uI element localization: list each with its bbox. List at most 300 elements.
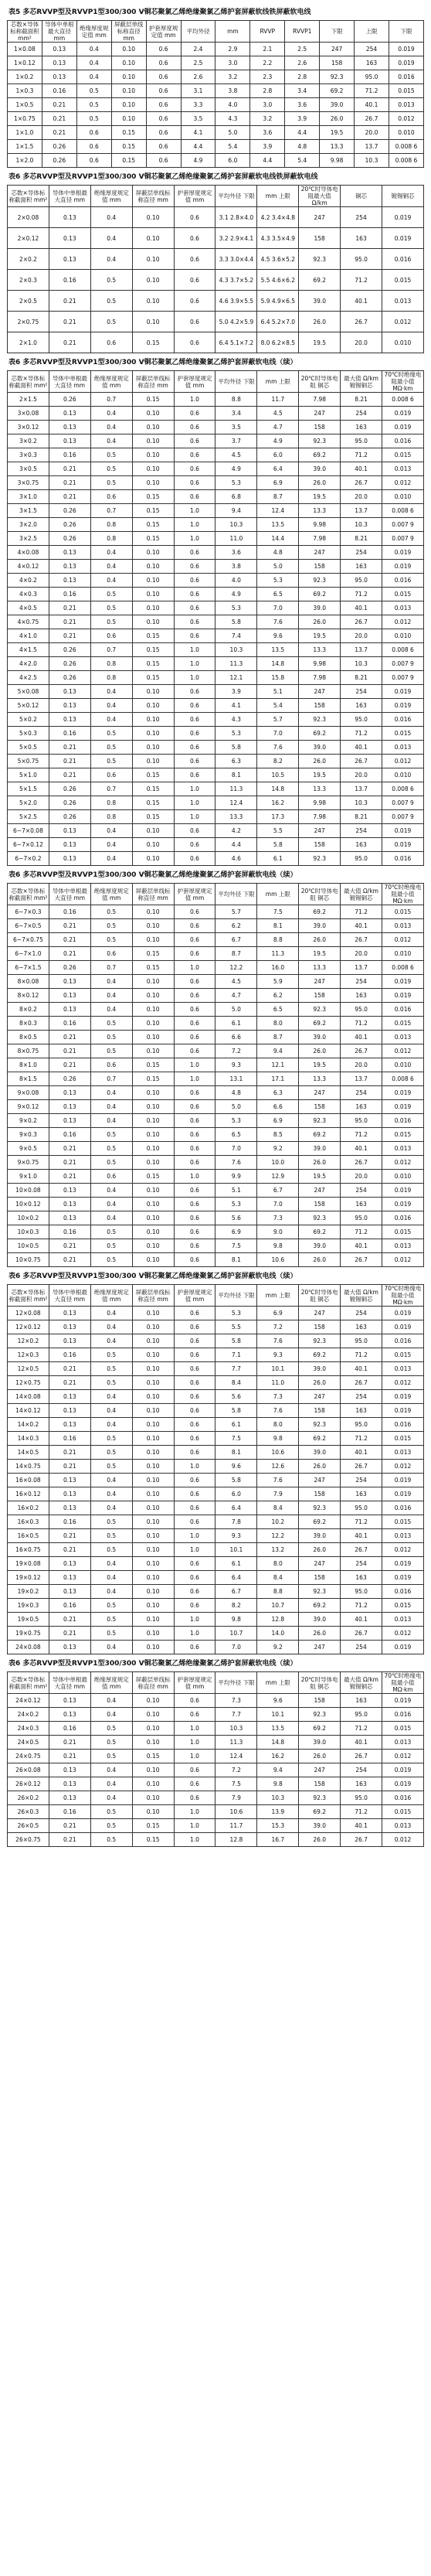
- table-cell: 3×0.12: [8, 421, 49, 434]
- table-cell: 0.6: [76, 140, 111, 154]
- table-cell: 7.98: [299, 671, 341, 685]
- table-row: [8, 1086, 424, 1100]
- table-cell: 0.13: [49, 1307, 90, 1320]
- table-cell: 0.5: [90, 312, 132, 332]
- table-cell: 4.9: [216, 588, 257, 601]
- table-cell: 0.5: [90, 270, 132, 291]
- table-cell: 0.013: [382, 291, 424, 312]
- table-cell: 92.3: [299, 713, 341, 727]
- table-cell: 0.10: [132, 699, 174, 713]
- table-cell: 0.6: [90, 1170, 132, 1184]
- table-cell: 71.2: [341, 1722, 382, 1736]
- table-cell: 0.016: [382, 1211, 424, 1225]
- table-cell: 0.13: [49, 1694, 90, 1708]
- table-cell: 0.7: [90, 504, 132, 518]
- table-cell: 2.8: [250, 84, 285, 98]
- table-cell: 26.0: [299, 615, 341, 629]
- table-row: [8, 768, 424, 782]
- table-cell: 2.1: [250, 43, 285, 56]
- table-row: [8, 43, 424, 56]
- table-cell: 5×0.2: [8, 713, 49, 727]
- spec-table: [7, 185, 424, 353]
- table-row: [8, 989, 424, 1003]
- table-cell: 0.019: [389, 56, 423, 70]
- table-cell: 14.8: [257, 782, 299, 796]
- table-cell: 2.3: [250, 70, 285, 84]
- table-cell: 1.0: [174, 1736, 216, 1750]
- table-cell: 0.016: [382, 1418, 424, 1432]
- table-cell: 0.6: [90, 947, 132, 961]
- table-cell: 0.13: [49, 1086, 90, 1100]
- table-cell: 0.6: [174, 1376, 216, 1390]
- column-header: 绝缘厚度规定值 mm: [90, 371, 132, 393]
- table-cell: 0.26: [49, 657, 90, 671]
- table-row: [8, 1031, 424, 1044]
- column-header: 屏蔽层单线标称直径 mm: [132, 1672, 174, 1694]
- table-cell: 0.019: [382, 1694, 424, 1708]
- table-cell: 0.012: [382, 1833, 424, 1847]
- table-cell: 13.7: [341, 961, 382, 975]
- column-header: 芯数×导体标称截面积 mm²: [8, 21, 42, 43]
- table-cell: 5.6: [216, 1390, 257, 1404]
- table-row: [8, 207, 424, 228]
- table-cell: 0.013: [382, 1613, 424, 1627]
- table-cell: 1.0: [174, 1627, 216, 1641]
- table-cell: 3.9: [216, 685, 257, 699]
- table-cell: 0.6: [174, 1446, 216, 1460]
- table-cell: 95.0: [341, 852, 382, 866]
- table-cell: 163: [341, 1694, 382, 1708]
- table-cell: 254: [341, 824, 382, 838]
- table-cell: 0.15: [132, 810, 174, 824]
- table-cell: 0.6: [174, 615, 216, 629]
- table-cell: 0.15: [132, 643, 174, 657]
- table-cell: 0.10: [132, 1128, 174, 1142]
- table-cell: 0.007 9: [382, 657, 424, 671]
- table-cell: 0.10: [132, 1239, 174, 1253]
- table-row: [8, 1334, 424, 1348]
- table-cell: 0.4: [90, 989, 132, 1003]
- table-row: [8, 1627, 424, 1641]
- table-cell: 0.6: [174, 1184, 216, 1198]
- table-cell: 0.26: [49, 393, 90, 407]
- table-cell: 0.16: [49, 448, 90, 462]
- table-cell: 20.0: [341, 629, 382, 643]
- table-cell: 0.10: [132, 741, 174, 755]
- column-header: 屏蔽层单线标称直径 mm: [132, 186, 174, 207]
- table-cell: 26.7: [341, 755, 382, 768]
- table-row: [8, 532, 424, 546]
- table-cell: 5.1: [257, 685, 299, 699]
- table-cell: 5×2.5: [8, 810, 49, 824]
- table-cell: 0.15: [132, 1058, 174, 1072]
- table-cell: 4.5 3.6×5.2: [257, 249, 299, 270]
- table-cell: 7.6: [257, 1474, 299, 1487]
- table-cell: 92.3: [299, 1211, 341, 1225]
- table-cell: 0.6: [174, 852, 216, 866]
- table-cell: 5×1.0: [8, 768, 49, 782]
- table-cell: 19×0.75: [8, 1627, 49, 1641]
- column-header: 芯数×导体标称截面积 mm²: [8, 186, 49, 207]
- table-cell: 0.21: [49, 629, 90, 643]
- table-cell: 0.6: [174, 1348, 216, 1362]
- table-cell: 0.16: [49, 1722, 90, 1736]
- table-cell: 0.13: [49, 975, 90, 989]
- table-cell: 3.4: [285, 84, 320, 98]
- table-cell: 0.13: [49, 1418, 90, 1432]
- table-cell: 0.7: [90, 961, 132, 975]
- table-cell: 0.10: [132, 1044, 174, 1058]
- spec-table: [7, 370, 424, 866]
- table-cell: 0.13: [49, 1334, 90, 1348]
- table-cell: 8×0.5: [8, 1031, 49, 1044]
- table-cell: 7.3: [257, 1211, 299, 1225]
- table-row: [8, 713, 424, 727]
- table-cell: 0.8: [90, 657, 132, 671]
- table-cell: 0.6: [174, 1641, 216, 1654]
- table-cell: 39.0: [299, 919, 341, 933]
- table-cell: 0.4: [90, 1694, 132, 1708]
- table-cell: 0.13: [49, 228, 90, 249]
- table-cell: 0.5: [90, 1833, 132, 1847]
- table-cell: 0.012: [389, 112, 423, 126]
- table-cell: 0.10: [132, 291, 174, 312]
- table-cell: 16.7: [257, 1833, 299, 1847]
- table-cell: 26.0: [299, 476, 341, 490]
- table-cell: 0.6: [174, 312, 216, 332]
- table-cell: 158: [299, 1320, 341, 1334]
- table-cell: 7.7: [216, 1362, 257, 1376]
- table-cell: 14.8: [257, 657, 299, 671]
- table-cell: 16×0.75: [8, 1543, 49, 1557]
- table-cell: 0.21: [49, 1736, 90, 1750]
- table-cell: 0.6: [174, 1211, 216, 1225]
- table-cell: 0.10: [132, 933, 174, 947]
- table-cell: 0.6: [174, 1474, 216, 1487]
- table-cell: 4.7: [257, 421, 299, 434]
- table-cell: 0.5: [90, 1750, 132, 1763]
- column-header: 平均外径 下限: [216, 1285, 257, 1307]
- table-cell: 163: [341, 1404, 382, 1418]
- table-cell: 1.0: [174, 393, 216, 407]
- table-cell: 0.6: [174, 713, 216, 727]
- table-cell: 0.16: [49, 1515, 90, 1529]
- table-cell: 6.4 5.1×7.2: [216, 332, 257, 353]
- table-caption: 表6 多芯RVVP型及RVVP1型300/300 V铜芯聚氯乙烯绝缘聚氯乙烯护套屏蔽软电线（续）: [8, 871, 297, 879]
- table-cell: 0.012: [382, 1460, 424, 1474]
- table-cell: 26.0: [299, 1750, 341, 1763]
- table-cell: 4.4: [285, 126, 320, 140]
- table-cell: 69.2: [299, 270, 341, 291]
- table-cell: 3.7: [216, 434, 257, 448]
- table-cell: 20.0: [341, 947, 382, 961]
- table-cell: 0.6: [174, 1156, 216, 1170]
- table-cell: 0.26: [49, 504, 90, 518]
- table-cell: 0.21: [49, 332, 90, 353]
- table-cell: 3.9: [250, 140, 285, 154]
- table-cell: 1.0: [174, 1170, 216, 1184]
- table-cell: 0.5: [90, 1543, 132, 1557]
- table-cell: 0.6: [174, 1404, 216, 1418]
- table-cell: 0.6: [90, 332, 132, 353]
- table-row: [8, 1225, 424, 1239]
- table-cell: 0.21: [49, 1031, 90, 1044]
- table-cell: 5.4: [257, 699, 299, 713]
- table-cell: 6.3: [257, 1086, 299, 1100]
- table-cell: 6~7×1.0: [8, 947, 49, 961]
- table-cell: 19.5: [299, 629, 341, 643]
- table-cell: 0.10: [132, 1501, 174, 1515]
- column-header: 导体中单根最大直径 mm: [49, 186, 90, 207]
- table-cell: 0.6: [146, 126, 181, 140]
- table-cell: 1.0: [174, 782, 216, 796]
- table-cell: 6~7×0.12: [8, 838, 49, 852]
- table-cell: 40.1: [341, 462, 382, 476]
- table-row: [8, 476, 424, 490]
- table-cell: 0.019: [382, 228, 424, 249]
- table-cell: 0.5: [90, 291, 132, 312]
- table-cell: 0.4: [90, 1086, 132, 1100]
- column-header: 护套厚度规定值 mm: [174, 186, 216, 207]
- table-cell: 0.10: [132, 1253, 174, 1267]
- table-cell: 0.15: [132, 796, 174, 810]
- table-cell: 7.7: [216, 1708, 257, 1722]
- table-cell: 7.0: [257, 601, 299, 615]
- spec-table: [7, 20, 424, 168]
- table-cell: 0.4: [90, 1571, 132, 1585]
- table-cell: 5.3: [216, 476, 257, 490]
- table-cell: 0.015: [382, 1805, 424, 1819]
- column-header: 平均外径 下限: [216, 1672, 257, 1694]
- table-cell: 10.3: [341, 796, 382, 810]
- table-cell: 8×0.08: [8, 975, 49, 989]
- table-cell: 15.8: [257, 671, 299, 685]
- table-row: [8, 1320, 424, 1334]
- table-cell: 16×0.2: [8, 1501, 49, 1515]
- table-cell: 0.15: [132, 768, 174, 782]
- table-cell: 0.015: [382, 727, 424, 741]
- table-cell: 0.5: [90, 1613, 132, 1627]
- table-cell: 3×2.0: [8, 518, 49, 532]
- table-cell: 0.10: [132, 1515, 174, 1529]
- table-cell: 0.16: [49, 1599, 90, 1613]
- table-row: [8, 838, 424, 852]
- table-cell: 0.10: [132, 1585, 174, 1599]
- column-header: 70℃时绝缘电阻最小值 MΩ·km: [382, 1672, 424, 1694]
- table-cell: 69.2: [299, 1599, 341, 1613]
- table-cell: 26.0: [299, 1376, 341, 1390]
- table-cell: 0.010: [382, 768, 424, 782]
- table-cell: 6.7: [216, 1585, 257, 1599]
- table-cell: 12.2: [216, 961, 257, 975]
- table-cell: 0.6: [174, 1031, 216, 1044]
- table-cell: 9.6: [257, 629, 299, 643]
- table-cell: 0.013: [382, 1031, 424, 1044]
- column-header: 20℃时导体电阻 铜芯: [299, 884, 341, 905]
- table-cell: 3.1: [181, 84, 216, 98]
- table-cell: 0.4: [90, 574, 132, 588]
- table-cell: 254: [341, 1086, 382, 1100]
- table-cell: 0.019: [382, 1487, 424, 1501]
- table-cell: 71.2: [341, 1515, 382, 1529]
- table-cell: 0.13: [49, 1404, 90, 1418]
- table-row: [8, 1585, 424, 1599]
- table-cell: 9.98: [299, 796, 341, 810]
- table-cell: 26×0.5: [8, 1819, 49, 1833]
- table-cell: 6.0: [257, 448, 299, 462]
- table-row: [8, 1156, 424, 1170]
- table-cell: 0.10: [132, 1791, 174, 1805]
- table-cell: 4.2 3.4×4.8: [257, 207, 299, 228]
- table-cell: 158: [299, 1694, 341, 1708]
- table-cell: 0.019: [382, 407, 424, 421]
- table-cell: 0.13: [49, 421, 90, 434]
- table-cell: 0.4: [90, 1211, 132, 1225]
- table-cell: 0.010: [382, 1058, 424, 1072]
- table-row: [8, 1763, 424, 1777]
- table-cell: 0.015: [382, 905, 424, 919]
- table-row: [8, 560, 424, 574]
- table-cell: 0.019: [382, 1763, 424, 1777]
- table-cell: 0.10: [132, 1198, 174, 1211]
- table-cell: 0.10: [132, 1694, 174, 1708]
- table-cell: 0.21: [49, 1142, 90, 1156]
- table-cell: 0.21: [49, 601, 90, 615]
- column-header: 护套厚度规定值 mm: [146, 21, 181, 43]
- table-cell: 3.9: [285, 112, 320, 126]
- table-cell: 0.26: [49, 1072, 90, 1086]
- column-header: 芯数×导体标称截面积 mm²: [8, 371, 49, 393]
- table-cell: 0.13: [49, 207, 90, 228]
- table-cell: 0.10: [132, 421, 174, 434]
- table-cell: 0.13: [49, 1763, 90, 1777]
- table-cell: 0.13: [49, 574, 90, 588]
- spec-table: [7, 883, 424, 1267]
- table-cell: 8.2: [257, 755, 299, 768]
- table-cell: 1×0.5: [8, 98, 42, 112]
- table-cell: 4.9: [257, 434, 299, 448]
- table-cell: 0.007 9: [382, 518, 424, 532]
- table-cell: 0.10: [132, 1334, 174, 1348]
- table-cell: 0.013: [382, 1529, 424, 1543]
- table-cell: 13.9: [257, 1805, 299, 1819]
- table-cell: 0.5: [76, 84, 111, 98]
- document-page: [7, 0, 424, 1847]
- table-row: [8, 434, 424, 448]
- table-cell: 13.3: [299, 504, 341, 518]
- table-cell: 95.0: [341, 1003, 382, 1017]
- table-cell: 12.4: [257, 504, 299, 518]
- table-cell: 3.0: [250, 98, 285, 112]
- table-cell: 0.13: [49, 1003, 90, 1017]
- table-row: [8, 615, 424, 629]
- table-cell: 4×1.5: [8, 643, 49, 657]
- table-cell: 0.019: [382, 207, 424, 228]
- table-cell: 0.21: [49, 1044, 90, 1058]
- table-cell: 92.3: [299, 574, 341, 588]
- table-cell: 6.7: [216, 933, 257, 947]
- table-cell: 0.6: [174, 249, 216, 270]
- table-cell: 0.6: [146, 154, 181, 168]
- table-cell: 0.10: [132, 228, 174, 249]
- table-row: [8, 140, 424, 154]
- table-row: [8, 1239, 424, 1253]
- table-cell: 69.2: [299, 1128, 341, 1142]
- table-cell: 10.3: [355, 154, 389, 168]
- table-cell: 5.8: [216, 741, 257, 755]
- table-cell: 0.21: [49, 1058, 90, 1072]
- table-cell: 5.5: [216, 1320, 257, 1334]
- table-cell: 0.6: [174, 1334, 216, 1348]
- table-row: [8, 270, 424, 291]
- table-cell: 0.4: [90, 1474, 132, 1487]
- table-cell: 92.3: [299, 1003, 341, 1017]
- table-cell: 26.7: [341, 1750, 382, 1763]
- table-cell: 2.2: [250, 56, 285, 70]
- table-cell: 11.3: [257, 947, 299, 961]
- table-cell: 0.4: [76, 70, 111, 84]
- table-cell: 95.0: [341, 1334, 382, 1348]
- table-cell: 254: [341, 1641, 382, 1654]
- table-cell: 0.013: [382, 1362, 424, 1376]
- table-cell: 0.019: [382, 1571, 424, 1585]
- table-cell: 26×0.12: [8, 1777, 49, 1791]
- table-cell: 3×0.5: [8, 462, 49, 476]
- table-cell: 163: [341, 228, 382, 249]
- table-cell: 0.21: [49, 476, 90, 490]
- table-cell: 7.98: [299, 810, 341, 824]
- table-cell: 10.3: [216, 1722, 257, 1736]
- table-cell: 26.7: [341, 1156, 382, 1170]
- table-cell: 0.016: [382, 1501, 424, 1515]
- table-cell: 16.2: [257, 796, 299, 810]
- table-cell: 0.21: [49, 1239, 90, 1253]
- table-cell: 0.4: [90, 975, 132, 989]
- table-cell: 0.016: [382, 1708, 424, 1722]
- table-cell: 6.5: [257, 1003, 299, 1017]
- table-cell: 0.013: [389, 98, 423, 112]
- table-row: [8, 1487, 424, 1501]
- table-cell: 3×0.3: [8, 448, 49, 462]
- table-cell: 7.6: [257, 1404, 299, 1418]
- table-row: [8, 1460, 424, 1474]
- table-row: [8, 1142, 424, 1156]
- table-cell: 0.10: [132, 1777, 174, 1791]
- column-header: 屏蔽层单线标称直径 mm: [132, 884, 174, 905]
- table-row: [8, 824, 424, 838]
- table-cell: 0.21: [49, 615, 90, 629]
- table-cell: 5×0.5: [8, 741, 49, 755]
- table-row: [8, 126, 424, 140]
- table-cell: 6.6: [216, 1031, 257, 1044]
- table-cell: 0.4: [90, 1307, 132, 1320]
- table-cell: 0.16: [49, 1432, 90, 1446]
- table-cell: 0.10: [132, 1225, 174, 1239]
- table-cell: 0.10: [132, 727, 174, 741]
- table-cell: 0.10: [132, 434, 174, 448]
- table-cell: 5.3: [216, 601, 257, 615]
- table-cell: 9.0: [257, 1225, 299, 1239]
- table-cell: 0.016: [382, 249, 424, 270]
- table-cell: 9.8: [216, 1613, 257, 1627]
- table-cell: 1.0: [174, 504, 216, 518]
- table-cell: 12.4: [216, 1750, 257, 1763]
- table-cell: 0.10: [132, 1529, 174, 1543]
- table-cell: 0.15: [132, 1833, 174, 1847]
- table-cell: 6.1: [216, 1017, 257, 1031]
- table-cell: 0.6: [174, 1571, 216, 1585]
- table-cell: 0.012: [382, 755, 424, 768]
